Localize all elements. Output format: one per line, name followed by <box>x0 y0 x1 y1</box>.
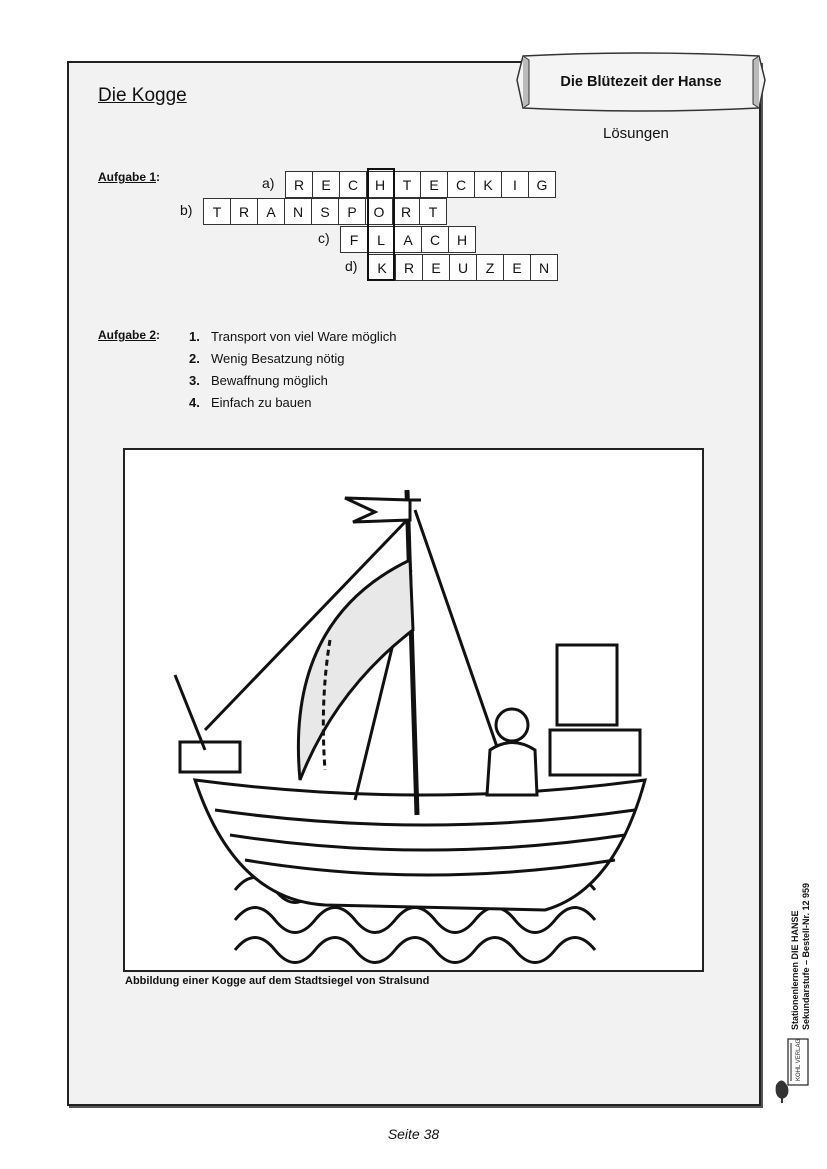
crossword-cell: A <box>394 226 422 253</box>
task1-label: Aufgabe 1: <box>98 170 161 184</box>
crossword-cell: H <box>366 171 394 198</box>
crossword-cell: G <box>528 171 556 198</box>
banner-title: Die Blütezeit der Hanse <box>560 74 722 90</box>
row-label: d) <box>345 258 358 274</box>
crossword-cell: C <box>421 226 449 253</box>
crossword-cell: E <box>503 254 531 281</box>
task2-label: Aufgabe 2: <box>98 328 161 342</box>
crossword-cell: C <box>447 171 475 198</box>
list-item: 2. Wenig Besatzung nötig <box>189 350 345 366</box>
crossword-cell: R <box>285 171 313 198</box>
page-title: Die Kogge <box>98 85 187 106</box>
solutions-label: Lösungen <box>603 125 669 142</box>
crossword-cell: K <box>474 171 502 198</box>
crossword-cell: H <box>448 226 476 253</box>
row-label: a) <box>262 175 275 191</box>
crossword-cell: E <box>420 171 448 198</box>
svg-text:KOHL VERLAG: KOHL VERLAG <box>796 1038 802 1081</box>
kohl-verlag-icon <box>772 1035 812 1105</box>
ship-icon <box>125 450 702 970</box>
list-item: 4. Einfach zu bauen <box>189 394 312 410</box>
crossword-cell: N <box>530 254 558 281</box>
crossword-cell: T <box>203 198 231 225</box>
crossword-cell: A <box>257 198 285 225</box>
list-item: 3. Bewaffnung möglich <box>189 372 328 388</box>
order-number: Sekundarstufe – Bestell-Nr. 12 959 <box>801 882 811 1030</box>
crossword-cell: E <box>422 254 450 281</box>
publisher-info <box>790 882 827 1031</box>
crossword-cell: P <box>338 198 366 225</box>
crossword-cell: K <box>368 254 396 281</box>
crossword-cell: O <box>365 198 393 225</box>
crossword-cell: Z <box>476 254 504 281</box>
list-item: 1. Transport von viel Ware möglich <box>189 328 397 344</box>
row-label: c) <box>318 230 330 246</box>
crossword-cell: C <box>339 171 367 198</box>
crossword-cell: T <box>393 171 421 198</box>
row-label: b) <box>180 202 193 218</box>
crossword-cell: U <box>449 254 477 281</box>
title-banner <box>515 50 767 114</box>
series-title: Stationenlernen DIE HANSE <box>790 910 800 1030</box>
crossword-cell: I <box>501 171 529 198</box>
crossword-cell: T <box>419 198 447 225</box>
crossword-cell: R <box>392 198 420 225</box>
kogge-illustration <box>123 448 704 972</box>
answer-list <box>189 325 396 413</box>
figure-caption: Abbildung einer Kogge auf dem Stadtsiegel von Stralsund <box>125 975 430 987</box>
crossword-cell: S <box>311 198 339 225</box>
crossword-cell: F <box>340 226 368 253</box>
crossword-cell: E <box>312 171 340 198</box>
page-number: Seite 38 <box>387 1126 440 1142</box>
crossword-cell: R <box>395 254 423 281</box>
crossword-cell: L <box>367 226 395 253</box>
crossword-cell: N <box>284 198 312 225</box>
crossword-cell: R <box>230 198 258 225</box>
publisher-logo <box>772 1035 812 1105</box>
